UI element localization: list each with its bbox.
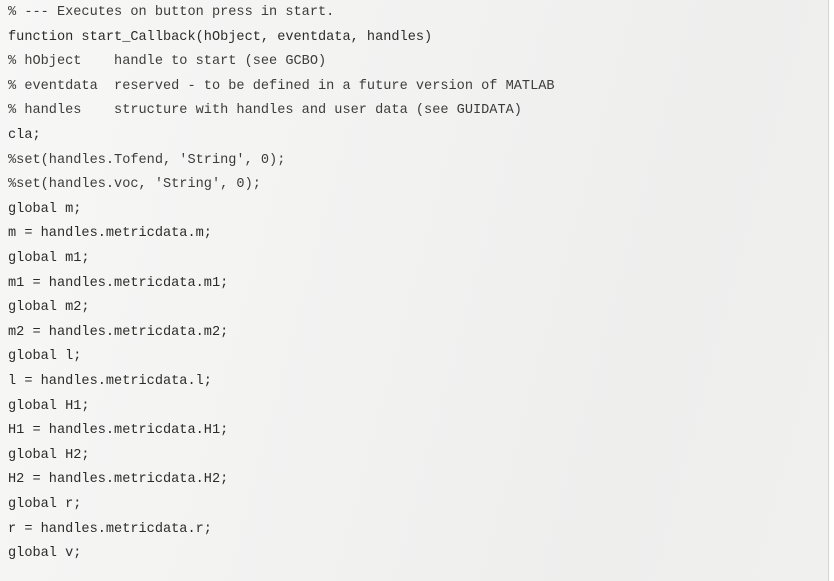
code-line: cla; bbox=[8, 128, 41, 143]
code-line: global m1; bbox=[8, 251, 90, 266]
code-line: H2 = handles.metricdata.H2; bbox=[8, 472, 229, 488]
code-line: % eventdata reserved - to be defined in a future version of MATLAB bbox=[8, 78, 555, 94]
code-line: %set(handles.voc, 'String', 0); bbox=[8, 177, 261, 193]
code-line: m2 = handles.metricdata.m2; bbox=[8, 324, 229, 340]
code-line: function start_Callback(hObject, eventdata, handles) bbox=[8, 29, 433, 45]
code-line: l = handles.metricdata.l; bbox=[8, 374, 212, 389]
code-line: global v; bbox=[8, 546, 82, 562]
code-line: % handles structure with handles and user data (see GUIDATA) bbox=[8, 103, 522, 119]
code-line: % --- Executes on button press in start. bbox=[8, 5, 335, 20]
code-line: r = handles.metricdata.r; bbox=[8, 521, 212, 537]
code-line: global l; bbox=[8, 349, 82, 365]
code-line: global m2; bbox=[8, 300, 90, 316]
code-line: m = handles.metricdata.m; bbox=[8, 226, 212, 242]
code-line: m1 = handles.metricdata.m1; bbox=[8, 275, 229, 291]
code-line: global H1; bbox=[8, 398, 90, 414]
code-line: global r; bbox=[8, 497, 82, 512]
code-line: global H2; bbox=[8, 447, 90, 463]
code-line: H1 = handles.metricdata.H1; bbox=[8, 423, 229, 439]
code-line: %set(handles.Tofend, 'String', 0); bbox=[8, 152, 286, 168]
code-line: % hObject handle to start (see GCBO) bbox=[8, 54, 327, 70]
code-line: global m; bbox=[8, 201, 82, 217]
